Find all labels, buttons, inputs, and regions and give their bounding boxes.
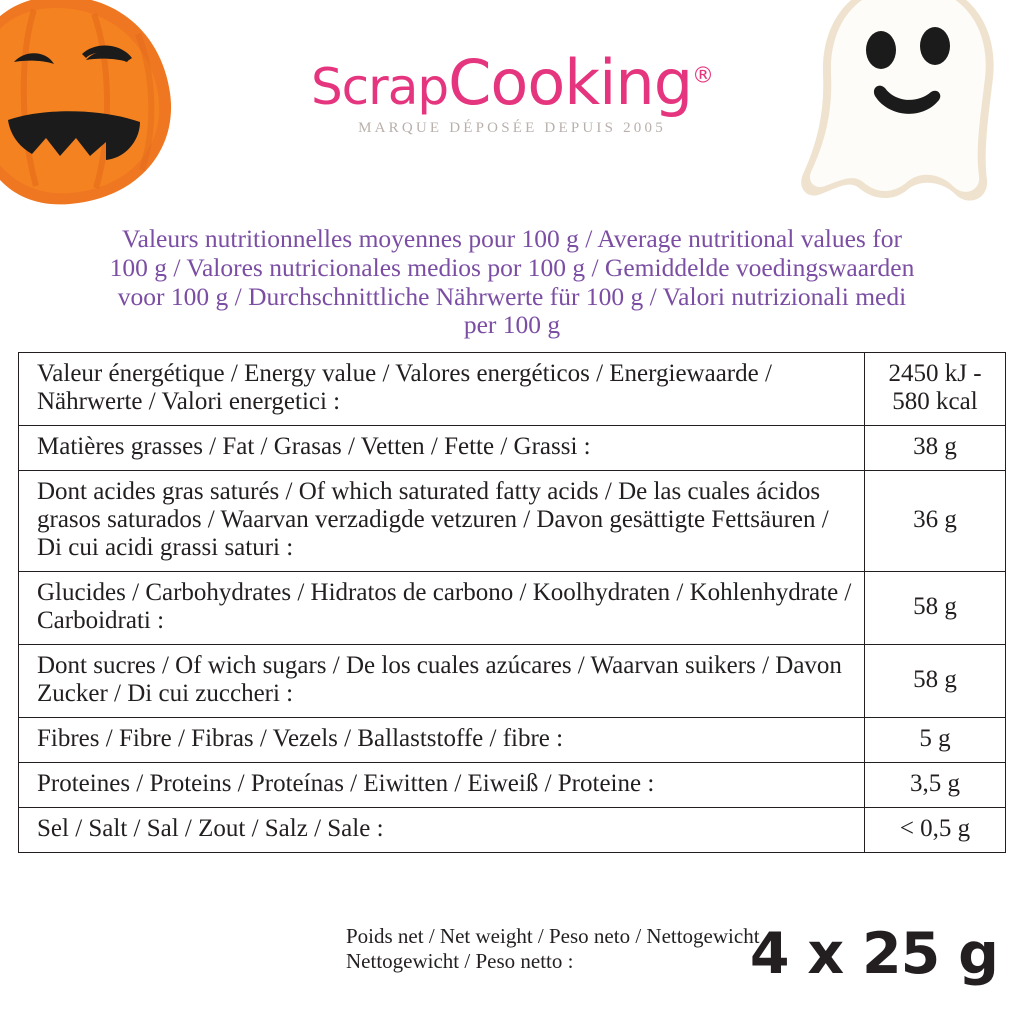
net-weight-value: 4 x 25 g [749, 921, 998, 987]
table-row [19, 645, 1006, 718]
brand-logo [0, 46, 1024, 137]
nutrient-value: 2450 kJ - 580 kcal [865, 353, 1006, 426]
logo-text [0, 46, 1024, 119]
nutrient-label: Proteines / Proteins / Proteínas / Eiwitten / Eiweiß / Proteine : [19, 763, 865, 808]
logo-text-cooking: Cooking [448, 46, 693, 119]
pumpkin-cookie-icon [0, 0, 230, 213]
nutrient-value: < 0,5 g [865, 808, 1006, 853]
nutrient-value: 5 g [865, 718, 1006, 763]
registered-mark-icon: ® [692, 63, 714, 89]
table-row [19, 808, 1006, 853]
table-row [19, 353, 1006, 426]
nutrient-label: Matières grasses / Fat / Grasas / Vetten / Fette / Grassi : [19, 426, 865, 471]
nutrient-value: 3,5 g [865, 763, 1006, 808]
nutrient-label: Valeur énergétique / Energy value / Valores energéticos / Energiewaarde / Nährwerte / Valori energetici : [19, 353, 865, 426]
table-row [19, 426, 1006, 471]
nutrient-label: Sel / Salt / Sal / Zout / Salz / Sale : [19, 808, 865, 853]
nutrition-table [18, 352, 1006, 853]
table-row [19, 471, 1006, 572]
nutrient-value: 36 g [865, 471, 1006, 572]
nutrient-label: Fibres / Fibre / Fibras / Vezels / Ballaststoffe / fibre : [19, 718, 865, 763]
logo-text-scrap: Scrap [310, 58, 449, 116]
table-row [19, 572, 1006, 645]
nutrient-value: 58 g [865, 572, 1006, 645]
nutrient-label: Dont acides gras saturés / Of which saturated fatty acids / De las cuales ácidos grasos saturados / Waarvan verzadigde vetzuren / Davon gesättigte Fettsäuren / Di cui acidi grassi saturi : [19, 471, 865, 572]
nutrient-label: Dont sucres / Of wich sugars / De los cuales azúcares / Waarvan suikers / Davon Zucker / Di cui zuccheri : [19, 645, 865, 718]
table-row [19, 763, 1006, 808]
ghost-cookie-icon [797, 0, 1022, 227]
table-row [19, 718, 1006, 763]
nutrition-heading: Valeurs nutritionnelles moyennes pour 100 g / Average nutritional values for 100 g / Valores nutricionales medios por 100 g / Gemiddelde voedingswaarden voor 100 g / Durchschnittliche Nährwerte für 100 g / Valori nutrizionali medi per 100 g [109, 224, 915, 340]
net-weight-section [18, 918, 1006, 1010]
net-weight-label: Poids net / Net weight / Peso neto / Nettogewicht Nettogewicht / Peso netto : [346, 924, 760, 973]
nutrient-label: Glucides / Carbohydrates / Hidratos de carbono / Koolhydraten / Kohlenhydrate / Carboidrati : [19, 572, 865, 645]
nutrient-value: 38 g [865, 426, 1006, 471]
nutrient-value: 58 g [865, 645, 1006, 718]
logo-tagline: MARQUE DÉPOSÉE DEPUIS 2005 [358, 120, 666, 136]
